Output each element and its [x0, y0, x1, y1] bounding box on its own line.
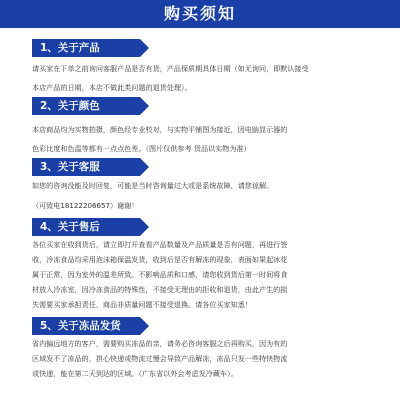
body-line: 如您的咨询没能及时回复，可能是当时咨询量过大或是系统故障，请您谅解。: [32, 181, 274, 190]
body-line: 省内偏远地方的客户，需要购买冻品的亲，请务必咨询客服之后再购买，因为有的: [32, 339, 288, 348]
section-heading: 2、关于颜色: [32, 97, 140, 115]
body-line: 色彩比度和色温等都有一点点色差。（图片仅供参考 货品以实物为准）: [32, 144, 251, 153]
body-line: 失需要买家承担责任，商品非质量问题不接受退换。请各位买家知悉！: [32, 300, 252, 309]
body-line: 本店产品的日期，本店不做此类问题的退货处理）。: [32, 83, 192, 92]
body-line: （可致电18122206657）谢谢！: [32, 201, 139, 210]
body-line: 或快递，能在第二天到达的区域。（广东省以外会考虑发冷藏车）。: [32, 369, 238, 378]
section-body: [32, 337, 382, 380]
section-heading: 1、关于产品: [32, 39, 140, 57]
body-line: 请买家在下单之前询问客服产品是否有货，产品保质期具体日期（如无询问，即默认接受: [32, 64, 309, 73]
body-line: 属于正常，因为室外的温差所致。不影响品质和口感，请您收到货后第一时间将食: [32, 270, 288, 279]
body-line: 材放入冷冻室，因冷冻食品的特殊性，不接受无理由的拒收和退货，由此产生的损: [32, 285, 288, 294]
section-body: [32, 179, 382, 212]
body-line: 收，冷冻食品均采用泡沫箱保温发货，收到后是否有解冻的现象，表面如果起冰花: [32, 255, 288, 264]
page-title: 购买须知: [0, 0, 400, 28]
section-body: [32, 62, 382, 94]
body-line: 本店商品均为实物拍摄，颜色经专业校对，与实物平铺图为接近，因电脑显示器的: [32, 125, 288, 134]
section-body: [32, 123, 382, 155]
body-line: 区域发不了冻品的，担心快递或物流过慢会导致产品解冻，冻品只发一些特快物流: [32, 354, 288, 363]
section-body: [32, 238, 382, 311]
body-line: 各位买家在收到货后，请立即打开查看产品数量及产品质量是否有问题，再进行签: [32, 240, 288, 249]
section-heading: 4、关于售后: [32, 218, 140, 236]
section-heading: 5、关于冻品发货: [32, 317, 140, 335]
section-heading: 3、关于客服: [32, 158, 140, 176]
